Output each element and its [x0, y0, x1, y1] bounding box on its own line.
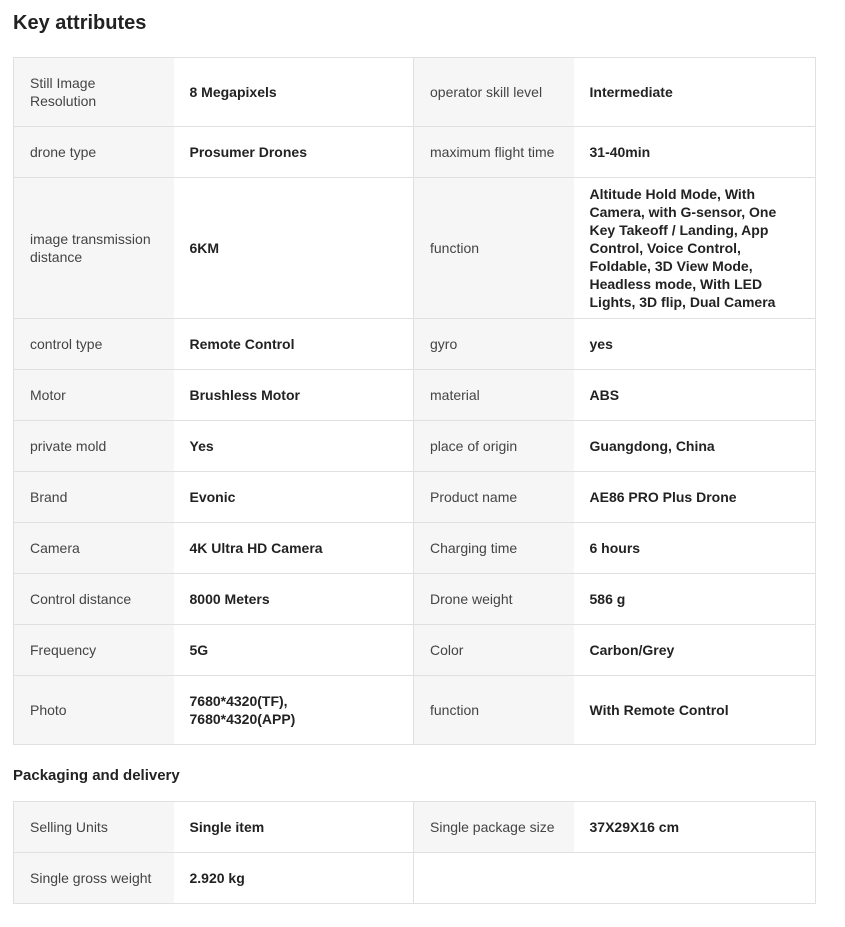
attribute-label: Control distance	[14, 574, 174, 625]
attribute-value: 586 g	[574, 574, 816, 625]
attribute-value: 6 hours	[574, 523, 816, 574]
attribute-value: With Remote Control	[574, 676, 816, 745]
attribute-label: drone type	[14, 127, 174, 178]
attribute-label: function	[414, 178, 574, 319]
attribute-value: AE86 PRO Plus Drone	[574, 472, 816, 523]
attribute-label: Still Image Resolution	[14, 58, 174, 127]
attribute-value: yes	[574, 319, 816, 370]
attribute-label: place of origin	[414, 421, 574, 472]
packaging-delivery-heading: Packaging and delivery	[13, 767, 180, 784]
table-row	[14, 625, 816, 676]
attribute-label: Camera	[14, 523, 174, 574]
attribute-value: ABS	[574, 370, 816, 421]
attribute-value: Guangdong, China	[574, 421, 816, 472]
table-row	[14, 574, 816, 625]
attribute-label: Single gross weight	[14, 853, 174, 904]
attribute-label: private mold	[14, 421, 174, 472]
table-row	[14, 127, 816, 178]
attribute-label: function	[414, 676, 574, 745]
attribute-value: 31-40min	[574, 127, 816, 178]
attribute-value: 7680*4320(TF), 7680*4320(APP)	[174, 676, 414, 745]
attribute-value: 6KM	[174, 178, 414, 319]
empty-cell	[414, 853, 816, 904]
attribute-label: Motor	[14, 370, 174, 421]
attribute-value: Carbon/Grey	[574, 625, 816, 676]
table-row	[14, 319, 816, 370]
attribute-label: Selling Units	[14, 802, 174, 853]
attribute-label: Photo	[14, 676, 174, 745]
table-row	[14, 58, 816, 127]
table-row	[14, 472, 816, 523]
attribute-value: 8 Megapixels	[174, 58, 414, 127]
attribute-label: material	[414, 370, 574, 421]
table-row	[14, 370, 816, 421]
key-attributes-table	[13, 57, 816, 745]
table-row	[14, 523, 816, 574]
table-row	[14, 853, 816, 904]
key-attributes-heading: Key attributes	[13, 12, 147, 34]
attribute-label: Charging time	[414, 523, 574, 574]
attribute-value: Intermediate	[574, 58, 816, 127]
attribute-label: image transmission distance	[14, 178, 174, 319]
attribute-value: Yes	[174, 421, 414, 472]
attribute-label: Frequency	[14, 625, 174, 676]
attribute-label: control type	[14, 319, 174, 370]
table-row	[14, 421, 816, 472]
attribute-value: 4K Ultra HD Camera	[174, 523, 414, 574]
attribute-label: Color	[414, 625, 574, 676]
attribute-label: Product name	[414, 472, 574, 523]
attribute-value: Remote Control	[174, 319, 414, 370]
table-row	[14, 802, 816, 853]
packaging-delivery-table	[13, 801, 816, 904]
attribute-label: operator skill level	[414, 58, 574, 127]
attribute-value: Brushless Motor	[174, 370, 414, 421]
attribute-value: Altitude Hold Mode, With Camera, with G-sensor, One Key Takeoff / Landing, App Control, Voice Control, Foldable, 3D View Mode, Headless mode, With LED Lights, 3D flip, Dual Camera	[574, 178, 816, 319]
attribute-value: Prosumer Drones	[174, 127, 414, 178]
attribute-label: Brand	[14, 472, 174, 523]
attribute-label: Drone weight	[414, 574, 574, 625]
attribute-label: maximum flight time	[414, 127, 574, 178]
attribute-label: Single package size	[414, 802, 574, 853]
attribute-value: 37X29X16 cm	[574, 802, 816, 853]
attribute-value: Single item	[174, 802, 414, 853]
attribute-value: 8000 Meters	[174, 574, 414, 625]
attribute-value: 5G	[174, 625, 414, 676]
attribute-value: 2.920 kg	[174, 853, 414, 904]
attribute-label: gyro	[414, 319, 574, 370]
table-row	[14, 676, 816, 745]
attribute-value: Evonic	[174, 472, 414, 523]
table-row	[14, 178, 816, 319]
